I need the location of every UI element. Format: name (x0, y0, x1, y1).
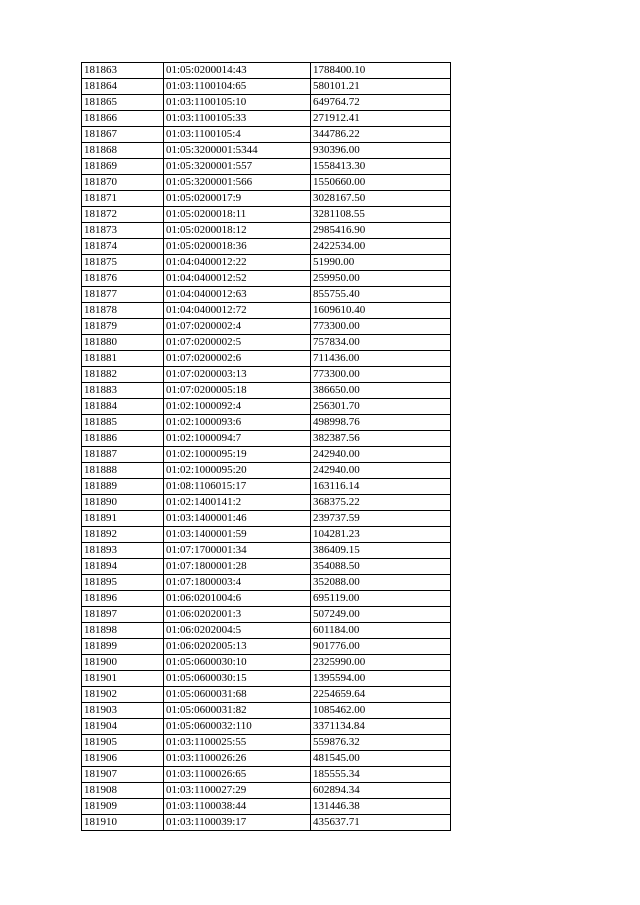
table-row (82, 95, 451, 111)
row-id-cell: 181891 (82, 511, 164, 527)
amount-cell: 1558413.30 (311, 159, 451, 175)
cadastral-number-cell: 01:05:0200017:9 (164, 191, 311, 207)
cadastral-number-cell: 01:03:1400001:46 (164, 511, 311, 527)
table-row (82, 415, 451, 431)
cadastral-number-cell: 01:03:1100025:55 (164, 735, 311, 751)
table-row (82, 479, 451, 495)
table-row (82, 783, 451, 799)
amount-cell: 559876.32 (311, 735, 451, 751)
table-row (82, 143, 451, 159)
row-id-cell: 181883 (82, 383, 164, 399)
row-id-cell: 181896 (82, 591, 164, 607)
amount-cell: 773300.00 (311, 319, 451, 335)
amount-cell: 354088.50 (311, 559, 451, 575)
cadastral-number-cell: 01:05:0600030:10 (164, 655, 311, 671)
amount-cell: 271912.41 (311, 111, 451, 127)
row-id-cell: 181868 (82, 143, 164, 159)
cadastral-number-cell: 01:02:1000095:19 (164, 447, 311, 463)
table-row (82, 271, 451, 287)
row-id-cell: 181871 (82, 191, 164, 207)
cadastral-number-cell: 01:07:0200003:13 (164, 367, 311, 383)
row-id-cell: 181878 (82, 303, 164, 319)
row-id-cell: 181905 (82, 735, 164, 751)
cadastral-number-cell: 01:02:1000095:20 (164, 463, 311, 479)
row-id-cell: 181902 (82, 687, 164, 703)
amount-cell: 601184.00 (311, 623, 451, 639)
data-table (81, 62, 451, 831)
table-row (82, 79, 451, 95)
row-id-cell: 181892 (82, 527, 164, 543)
row-id-cell: 181879 (82, 319, 164, 335)
cadastral-number-cell: 01:04:0400012:22 (164, 255, 311, 271)
amount-cell: 51990.00 (311, 255, 451, 271)
table-row (82, 511, 451, 527)
table-row (82, 239, 451, 255)
amount-cell: 386650.00 (311, 383, 451, 399)
table-row (82, 799, 451, 815)
table-row (82, 623, 451, 639)
table-row (82, 751, 451, 767)
table-row (82, 159, 451, 175)
row-id-cell: 181899 (82, 639, 164, 655)
amount-cell: 344786.22 (311, 127, 451, 143)
cadastral-number-cell: 01:05:0200018:11 (164, 207, 311, 223)
cadastral-number-cell: 01:05:0200014:43 (164, 63, 311, 79)
table-row (82, 111, 451, 127)
table-row (82, 495, 451, 511)
cadastral-number-cell: 01:04:0400012:72 (164, 303, 311, 319)
amount-cell: 1550660.00 (311, 175, 451, 191)
amount-cell: 435637.71 (311, 815, 451, 831)
cadastral-number-cell: 01:02:1000093:6 (164, 415, 311, 431)
row-id-cell: 181873 (82, 223, 164, 239)
table-row (82, 207, 451, 223)
row-id-cell: 181889 (82, 479, 164, 495)
cadastral-number-cell: 01:04:0400012:63 (164, 287, 311, 303)
cadastral-number-cell: 01:05:3200001:5344 (164, 143, 311, 159)
row-id-cell: 181894 (82, 559, 164, 575)
amount-cell: 481545.00 (311, 751, 451, 767)
amount-cell: 580101.21 (311, 79, 451, 95)
row-id-cell: 181898 (82, 623, 164, 639)
amount-cell: 1609610.40 (311, 303, 451, 319)
cadastral-number-cell: 01:07:1700001:34 (164, 543, 311, 559)
amount-cell: 242940.00 (311, 447, 451, 463)
row-id-cell: 181874 (82, 239, 164, 255)
row-id-cell: 181880 (82, 335, 164, 351)
amount-cell: 1395594.00 (311, 671, 451, 687)
amount-cell: 352088.00 (311, 575, 451, 591)
cadastral-number-cell: 01:05:3200001:557 (164, 159, 311, 175)
cadastral-number-cell: 01:07:0200005:18 (164, 383, 311, 399)
table-row (82, 223, 451, 239)
row-id-cell: 181869 (82, 159, 164, 175)
amount-cell: 3281108.55 (311, 207, 451, 223)
table-row (82, 463, 451, 479)
row-id-cell: 181897 (82, 607, 164, 623)
amount-cell: 131446.38 (311, 799, 451, 815)
row-id-cell: 181910 (82, 815, 164, 831)
table-row (82, 175, 451, 191)
amount-cell: 695119.00 (311, 591, 451, 607)
table-row (82, 543, 451, 559)
table-row (82, 575, 451, 591)
cadastral-number-cell: 01:03:1100105:10 (164, 95, 311, 111)
cadastral-number-cell: 01:07:1800001:28 (164, 559, 311, 575)
row-id-cell: 181881 (82, 351, 164, 367)
amount-cell: 602894.34 (311, 783, 451, 799)
table-row (82, 639, 451, 655)
table-row (82, 63, 451, 79)
amount-cell: 368375.22 (311, 495, 451, 511)
amount-cell: 1085462.00 (311, 703, 451, 719)
cadastral-number-cell: 01:05:0600032:110 (164, 719, 311, 735)
table-row (82, 191, 451, 207)
table-row (82, 767, 451, 783)
cadastral-number-cell: 01:05:0600030:15 (164, 671, 311, 687)
amount-cell: 185555.34 (311, 767, 451, 783)
amount-cell: 773300.00 (311, 367, 451, 383)
table-row (82, 687, 451, 703)
cadastral-number-cell: 01:07:0200002:4 (164, 319, 311, 335)
amount-cell: 649764.72 (311, 95, 451, 111)
amount-cell: 256301.70 (311, 399, 451, 415)
cadastral-number-cell: 01:02:1000094:7 (164, 431, 311, 447)
row-id-cell: 181907 (82, 767, 164, 783)
cadastral-number-cell: 01:03:1400001:59 (164, 527, 311, 543)
row-id-cell: 181900 (82, 655, 164, 671)
cadastral-number-cell: 01:03:1100038:44 (164, 799, 311, 815)
row-id-cell: 181906 (82, 751, 164, 767)
cadastral-number-cell: 01:02:1000092:4 (164, 399, 311, 415)
row-id-cell: 181888 (82, 463, 164, 479)
table-body (82, 63, 451, 831)
amount-cell: 386409.15 (311, 543, 451, 559)
row-id-cell: 181890 (82, 495, 164, 511)
row-id-cell: 181863 (82, 63, 164, 79)
cadastral-number-cell: 01:07:0200002:6 (164, 351, 311, 367)
cadastral-number-cell: 01:04:0400012:52 (164, 271, 311, 287)
row-id-cell: 181872 (82, 207, 164, 223)
table-row (82, 815, 451, 831)
row-id-cell: 181908 (82, 783, 164, 799)
table-row (82, 383, 451, 399)
amount-cell: 930396.00 (311, 143, 451, 159)
cadastral-number-cell: 01:03:1100104:65 (164, 79, 311, 95)
cadastral-number-cell: 01:05:0200018:12 (164, 223, 311, 239)
cadastral-number-cell: 01:02:1400141:2 (164, 495, 311, 511)
table-row (82, 287, 451, 303)
row-id-cell: 181865 (82, 95, 164, 111)
table-row (82, 447, 451, 463)
amount-cell: 498998.76 (311, 415, 451, 431)
table-row (82, 319, 451, 335)
amount-cell: 757834.00 (311, 335, 451, 351)
cadastral-number-cell: 01:03:1100105:33 (164, 111, 311, 127)
cadastral-number-cell: 01:07:0200002:5 (164, 335, 311, 351)
row-id-cell: 181866 (82, 111, 164, 127)
amount-cell: 242940.00 (311, 463, 451, 479)
table-row (82, 671, 451, 687)
amount-cell: 711436.00 (311, 351, 451, 367)
cadastral-number-cell: 01:06:0201004:6 (164, 591, 311, 607)
row-id-cell: 181876 (82, 271, 164, 287)
table-row (82, 655, 451, 671)
amount-cell: 3371134.84 (311, 719, 451, 735)
table-row (82, 351, 451, 367)
table-row (82, 703, 451, 719)
row-id-cell: 181886 (82, 431, 164, 447)
row-id-cell: 181864 (82, 79, 164, 95)
row-id-cell: 181893 (82, 543, 164, 559)
amount-cell: 855755.40 (311, 287, 451, 303)
cadastral-number-cell: 01:05:3200001:566 (164, 175, 311, 191)
cadastral-number-cell: 01:03:1100039:17 (164, 815, 311, 831)
table-row (82, 591, 451, 607)
cadastral-number-cell: 01:05:0600031:68 (164, 687, 311, 703)
row-id-cell: 181904 (82, 719, 164, 735)
amount-cell: 259950.00 (311, 271, 451, 287)
row-id-cell: 181867 (82, 127, 164, 143)
table-row (82, 431, 451, 447)
table-row (82, 527, 451, 543)
row-id-cell: 181887 (82, 447, 164, 463)
table-row (82, 735, 451, 751)
cadastral-number-cell: 01:06:0202005:13 (164, 639, 311, 655)
amount-cell: 1788400.10 (311, 63, 451, 79)
row-id-cell: 181901 (82, 671, 164, 687)
table-row (82, 607, 451, 623)
amount-cell: 507249.00 (311, 607, 451, 623)
amount-cell: 163116.14 (311, 479, 451, 495)
amount-cell: 382387.56 (311, 431, 451, 447)
cadastral-number-cell: 01:08:1106015:17 (164, 479, 311, 495)
table-row (82, 719, 451, 735)
table-row (82, 303, 451, 319)
cadastral-number-cell: 01:06:0202004:5 (164, 623, 311, 639)
cadastral-number-cell: 01:03:1100026:65 (164, 767, 311, 783)
amount-cell: 104281.23 (311, 527, 451, 543)
cadastral-number-cell: 01:06:0202001:3 (164, 607, 311, 623)
table-row (82, 399, 451, 415)
amount-cell: 2985416.90 (311, 223, 451, 239)
amount-cell: 239737.59 (311, 511, 451, 527)
row-id-cell: 181885 (82, 415, 164, 431)
table-row (82, 127, 451, 143)
cadastral-number-cell: 01:07:1800003:4 (164, 575, 311, 591)
row-id-cell: 181903 (82, 703, 164, 719)
amount-cell: 901776.00 (311, 639, 451, 655)
row-id-cell: 181877 (82, 287, 164, 303)
table-row (82, 559, 451, 575)
table-row (82, 367, 451, 383)
row-id-cell: 181882 (82, 367, 164, 383)
table-row (82, 335, 451, 351)
row-id-cell: 181875 (82, 255, 164, 271)
cadastral-number-cell: 01:03:1100027:29 (164, 783, 311, 799)
row-id-cell: 181909 (82, 799, 164, 815)
table-row (82, 255, 451, 271)
amount-cell: 3028167.50 (311, 191, 451, 207)
cadastral-number-cell: 01:03:1100105:4 (164, 127, 311, 143)
cadastral-number-cell: 01:03:1100026:26 (164, 751, 311, 767)
row-id-cell: 181895 (82, 575, 164, 591)
cadastral-number-cell: 01:05:0200018:36 (164, 239, 311, 255)
row-id-cell: 181870 (82, 175, 164, 191)
amount-cell: 2422534.00 (311, 239, 451, 255)
row-id-cell: 181884 (82, 399, 164, 415)
amount-cell: 2254659.64 (311, 687, 451, 703)
cadastral-number-cell: 01:05:0600031:82 (164, 703, 311, 719)
amount-cell: 2325990.00 (311, 655, 451, 671)
